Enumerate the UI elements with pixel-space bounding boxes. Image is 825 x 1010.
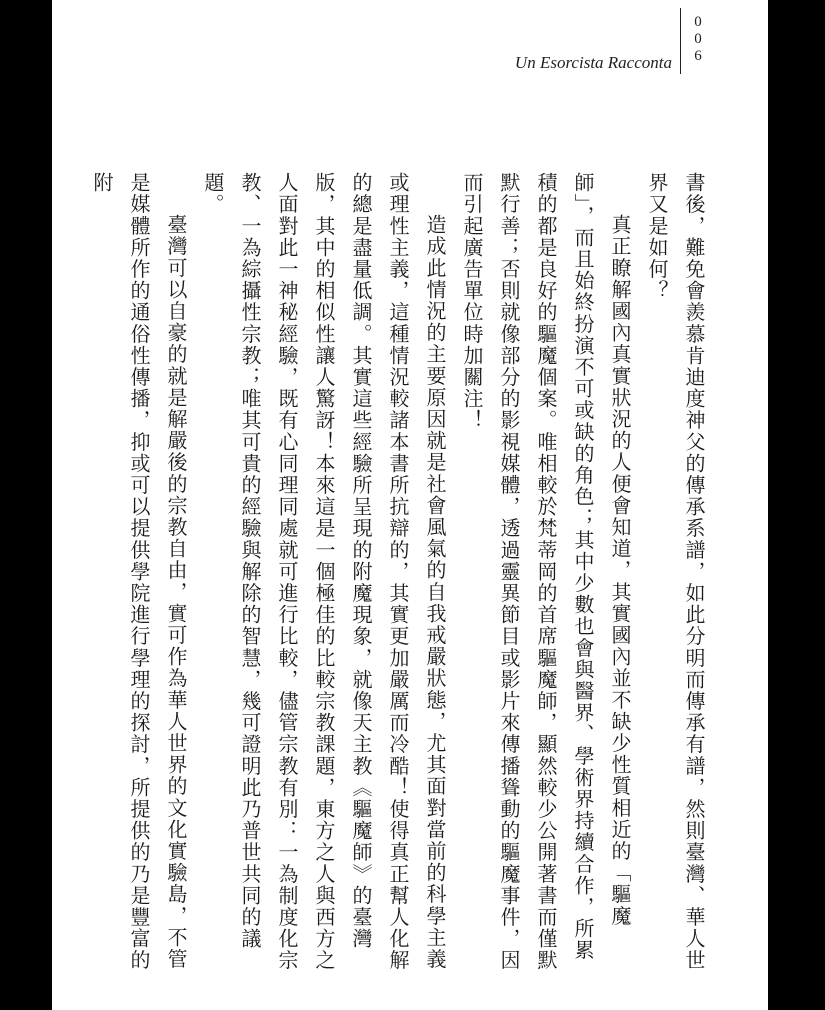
header-divider bbox=[680, 8, 681, 74]
paragraph-4: 臺灣可以自豪的就是解嚴後的宗教自由，實可作為華人世界的文化實驗島，不管是媒體所作的通俗性傳播，抑或可以提供學院進行學理的探討，所提供的乃是豐富的附 bbox=[90, 172, 188, 972]
paragraph-2: 真正瞭解國內真實狀況的人便會知道，其實國內並不缺少性質相近的「驅魔師」，而且始終扮演不可或缺的角色；其中少數也會與醫界、學術界持續合作，所累積的都是良好的驅魔個案。唯相較於梵蒂岡的首席驅魔師，顯然較少公開著書而僅默默行善；否則就像部分的影視媒體，透過靈異節目或影片來傳播聳動的驅魔事件，因而引起廣告單位時加關注！ bbox=[460, 172, 632, 972]
book-page bbox=[52, 0, 768, 1010]
body-text bbox=[90, 172, 712, 972]
running-title: Un Esorcista Racconta bbox=[514, 53, 672, 72]
page-number: 006 bbox=[690, 14, 706, 65]
paragraph-1: 書後，難免會羨慕肯迪度神父的傳承系譜，如此分明而傳承有譜，然則臺灣、華人世界又是如何？ bbox=[645, 172, 706, 972]
paragraph-3: 造成此情況的主要原因就是社會風氣的自我戒嚴狀態，尤其面對當前的科學主義或理性主義，這種情況較諸本書所抗辯的，其實更加嚴厲而冷酷！使得真正幫人化解的總是盡量低調。其實這些經驗所呈現的附魔現象，就像天主教《驅魔師》的臺灣版，其中的相似性讓人驚訝！本來這是一個極佳的比較宗教課題，東方之人與西方之人面對此一神秘經驗，既有心同理同處就可進行比較，儘管宗教有別：一為制度化宗教、一為綜攝性宗教；唯其可貴的經驗與解除的智慧，幾可證明此乃普世共同的議題。 bbox=[201, 172, 447, 972]
